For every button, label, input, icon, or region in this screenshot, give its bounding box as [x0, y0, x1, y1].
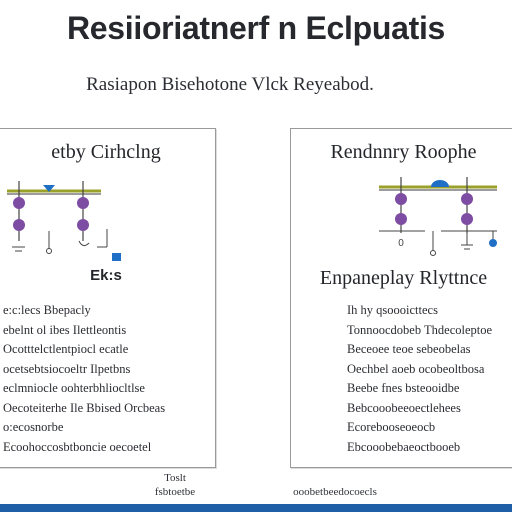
left-text-line: Ocotttelctlentpiocl ecatle	[3, 342, 129, 356]
left-pin-1b	[13, 219, 25, 231]
right-panel-text	[347, 301, 510, 457]
right-panel-heading: Rendnnry Roophe	[330, 141, 477, 163]
right-node-1	[431, 251, 436, 256]
left-panel-text	[3, 301, 207, 457]
left-pin-1a	[13, 197, 25, 209]
left-text-line: eclmniocle oohterbhliocltlse	[3, 381, 145, 395]
right-pin-1a	[395, 193, 407, 205]
right-text-line: Beebe fnes bsteooidbe	[347, 381, 460, 395]
right-pin-2a	[461, 193, 473, 205]
left-circuit-diagram	[0, 171, 215, 261]
page-subtitle: Rasiapon Bisehotone Vlck Reyeabod.	[86, 74, 374, 95]
right-text-line: Ecorebooseoeocb	[347, 420, 436, 434]
bottom-accent-bar	[0, 504, 512, 512]
left-text-line: Oecoteiterhe Ile Bbised Orcbeas	[3, 400, 166, 415]
right-pin-2b	[461, 213, 473, 225]
right-text-line: Bebcooobeeoectlehees	[347, 400, 461, 415]
right-node-label: 0	[398, 238, 404, 249]
page-title: Resiioriatnerf n Eclpuatis	[66, 10, 446, 46]
left-hook	[79, 241, 89, 246]
left-pin-2a	[77, 197, 89, 209]
right-text-line: Beceoee teoe sebeobelas	[347, 342, 471, 356]
right-text-line: Ebcooobebaeoctbooeb	[347, 439, 461, 454]
right-panel-caption: Enpaneplay Rlyttnce	[319, 267, 488, 289]
left-text-line: ebelnt ol ibes Ilettleontis	[3, 322, 127, 337]
left-text-line: ocetsebtsiocoeltr Ilpetbns	[3, 361, 131, 376]
footer-note-left-2: fsbtoetbe	[154, 486, 196, 498]
left-text-line: e:c:lecs Bbepacly	[3, 303, 91, 317]
footer-note-right: ooobetbeedocoecls	[293, 486, 377, 498]
right-text-line: Tonnoocdobeb Thdecoleptoe	[347, 322, 493, 337]
left-square-marker	[112, 253, 121, 261]
right-text-line: Oechbel aoeb ocobeoltbosa	[347, 361, 485, 376]
right-diagram-panel	[290, 128, 512, 468]
right-dome-marker	[431, 180, 449, 187]
left-panel-heading: etby Cirhclng	[51, 141, 161, 163]
left-panel-caption: Ek:s	[90, 267, 122, 284]
right-circuit-diagram	[291, 171, 512, 261]
footer-note-left-1: Toslt	[164, 472, 186, 484]
left-text-line: o:ecosnorbe	[3, 420, 64, 434]
left-pin-2b	[77, 219, 89, 231]
left-text-line: Ecoohoccosbtboncie oecoetel	[3, 439, 152, 454]
left-node-1	[47, 249, 52, 254]
left-diagram-panel	[0, 128, 216, 468]
right-text-line: Ih hy qsoooicttecs	[347, 303, 438, 317]
right-blue-node	[489, 239, 497, 247]
right-pin-1b	[395, 213, 407, 225]
